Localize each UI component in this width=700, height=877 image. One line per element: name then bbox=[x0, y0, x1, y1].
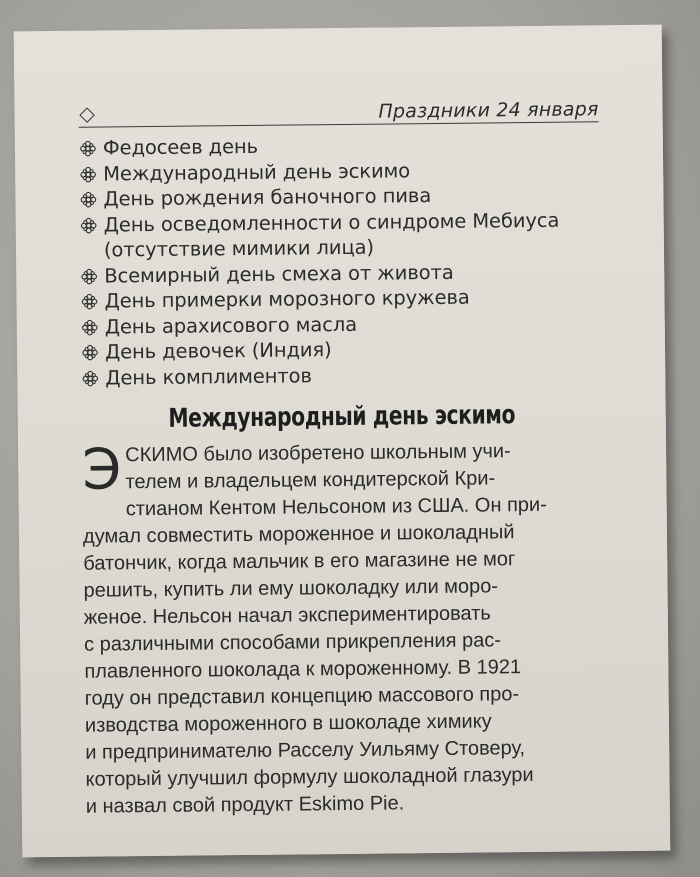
holiday-list bbox=[79, 130, 602, 390]
holiday-text: День девочек (Индия) bbox=[104, 338, 332, 364]
holiday-text: День арахисового масла bbox=[104, 312, 358, 338]
holiday-item bbox=[81, 360, 601, 391]
article-line: решить, купить ли ему шоколадку или моро- bbox=[83, 575, 499, 602]
article-line: батончик, когда мальчик в его магазине не мог bbox=[83, 548, 516, 575]
flower-bullet-icon bbox=[80, 267, 98, 285]
article-line: изводства мороженного в шоколаде химику bbox=[84, 710, 492, 737]
flower-bullet-icon bbox=[79, 140, 97, 158]
flower-bullet-icon bbox=[80, 216, 98, 234]
holiday-text: Международный день эскимо bbox=[103, 158, 411, 185]
holiday-text: Всемирный день смеха от живота bbox=[104, 260, 454, 287]
article-line: плавленного шоколада к мороженному. В 1921 bbox=[84, 656, 522, 683]
article-line: году он представил концепцию массового про- bbox=[84, 683, 520, 710]
flower-bullet-icon bbox=[81, 344, 99, 362]
clipping-content bbox=[78, 95, 606, 820]
article-title: Международный день эскимо bbox=[168, 400, 516, 434]
flower-bullet-icon bbox=[81, 369, 99, 387]
article-line: стианом Кентом Нельсоном из США. Он при- bbox=[125, 493, 547, 521]
article-line: и назвал свой продукт Eskimo Pie. bbox=[85, 792, 405, 818]
flower-bullet-icon bbox=[79, 191, 97, 209]
article-line: и предпринимателю Расселу Уильяму Стоверу, bbox=[85, 737, 526, 764]
newspaper-clipping bbox=[14, 25, 671, 858]
article-line: женое. Нельсон начал экспериментировать bbox=[83, 602, 491, 629]
diamond-icon bbox=[79, 107, 95, 123]
holiday-text: День примерки морозного кружева bbox=[104, 285, 470, 313]
holiday-text: День осведомленности о синдроме Мебиуса (отсутствие мимики лица) bbox=[103, 208, 560, 262]
article-line: с различными способами прикрепления рас- bbox=[84, 629, 502, 656]
flower-bullet-icon bbox=[80, 293, 98, 311]
flower-bullet-icon bbox=[81, 318, 99, 336]
article-line: СКИМО было изобретено школьным учи- bbox=[125, 440, 511, 467]
article-line: который улучшил формулу шоколадной глазури bbox=[85, 764, 534, 791]
article-line: телем и владельцем кондитерской Кри- bbox=[125, 467, 496, 494]
holiday-text: День комплиментов bbox=[105, 363, 312, 389]
drop-cap: Э bbox=[81, 437, 122, 503]
article-body bbox=[82, 437, 606, 820]
article-line: думал совместить мороженное и шоколадный bbox=[82, 521, 515, 548]
holiday-text: Федосеев день bbox=[102, 134, 259, 160]
article-text bbox=[82, 437, 606, 820]
holiday-item bbox=[80, 207, 601, 263]
flower-bullet-icon bbox=[79, 165, 97, 183]
holiday-text: День рождения баночного пива bbox=[103, 184, 432, 211]
section-header bbox=[78, 95, 598, 127]
section-title: Праздники 24 января bbox=[378, 98, 599, 123]
